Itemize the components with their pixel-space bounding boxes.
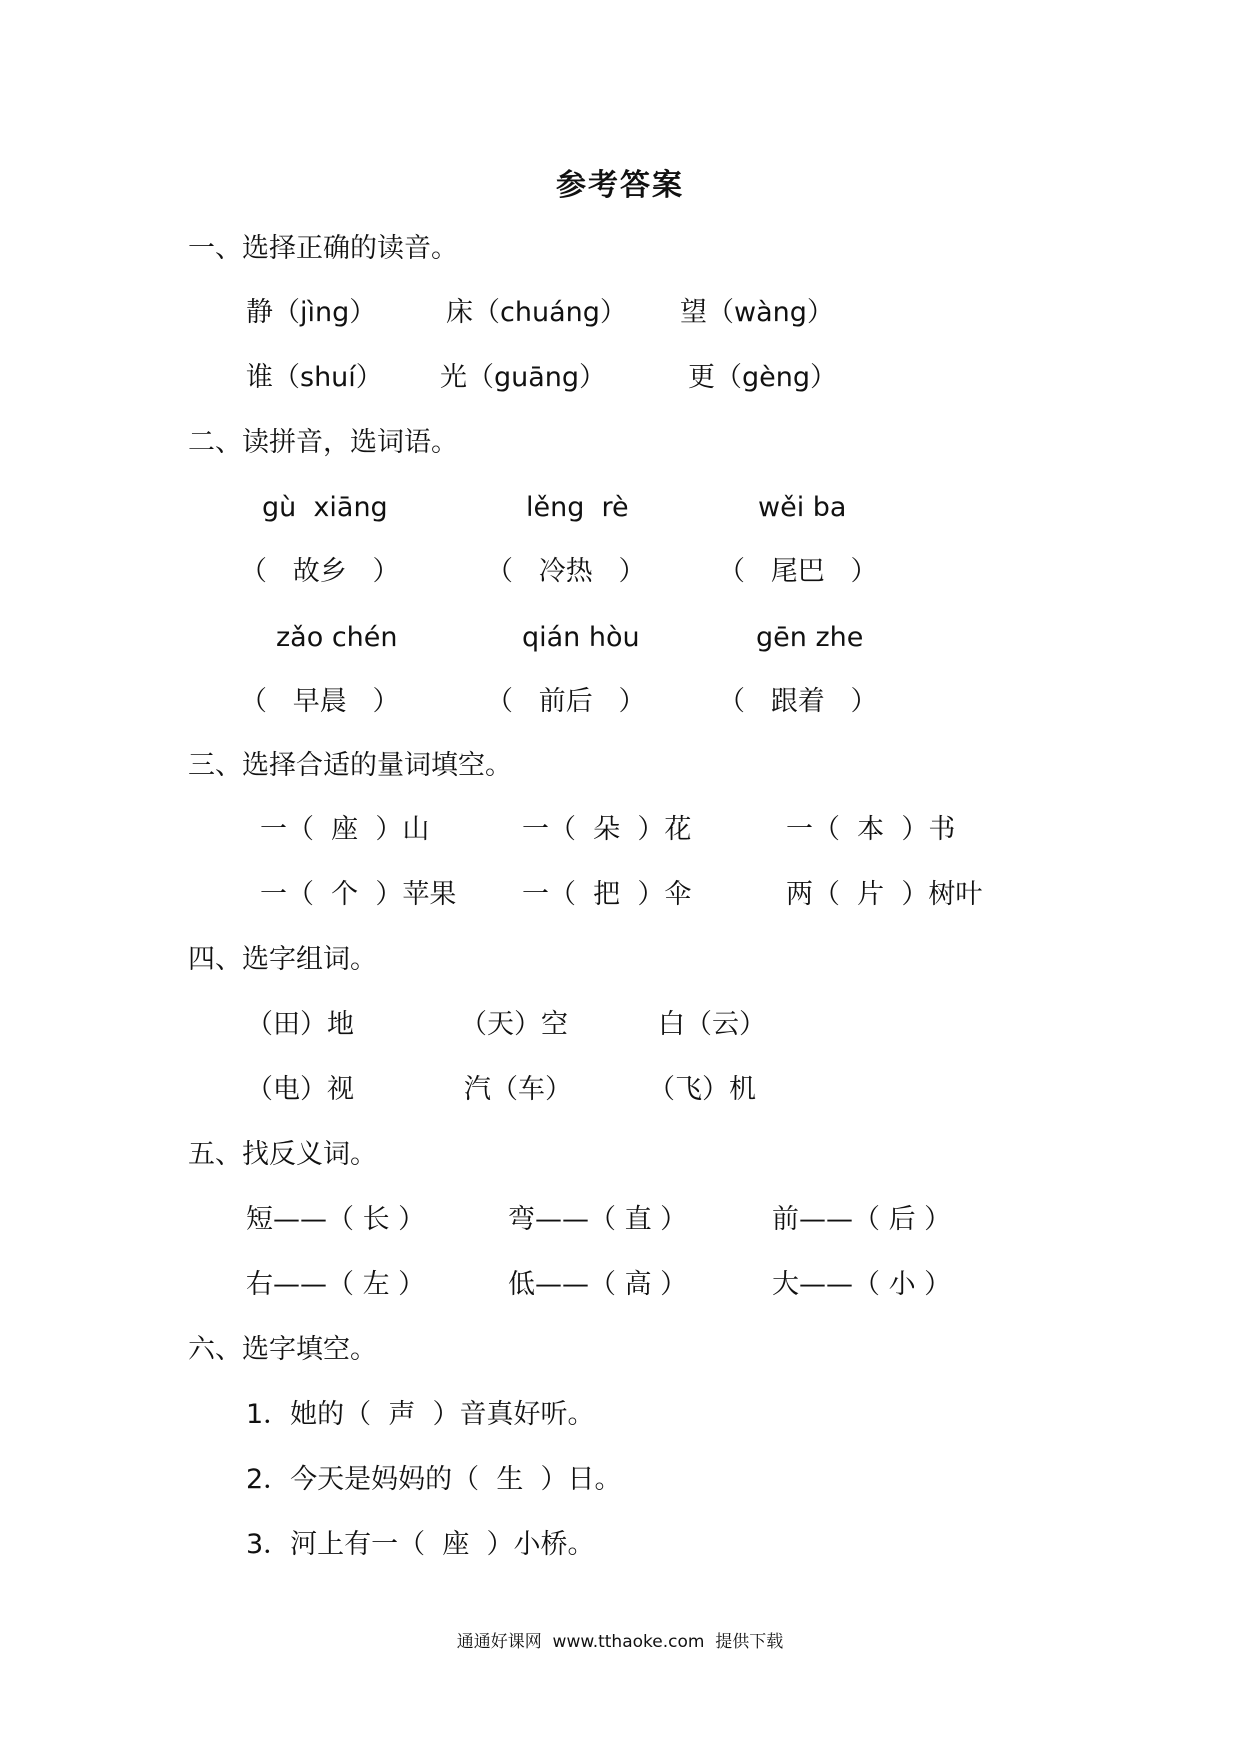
- s3-item: 一（ 把 ）伞: [522, 879, 692, 910]
- s6-item: 2．今天是妈妈的（ 生 ）日。: [246, 1464, 622, 1495]
- s4-item: 白（云）: [658, 1009, 766, 1040]
- section-1-heading: 一、选择正确的读音。: [188, 233, 458, 264]
- s2-pinyin: wěi ba: [758, 492, 847, 523]
- s1-item: 光（guāng）: [440, 362, 607, 393]
- section-4-heading: 四、选字组词。: [188, 944, 377, 975]
- s5-item: 短——（ 长 ）: [246, 1204, 426, 1235]
- section-2-heading: 二、读拼音，选词语。: [188, 427, 458, 458]
- s3-item: 一（ 朵 ）花: [522, 814, 692, 845]
- s4-item: （田）地: [246, 1009, 354, 1040]
- s2-pinyin: gēn zhe: [756, 622, 864, 653]
- s2-word: （ 早晨 ）: [240, 686, 400, 717]
- s4-item: （飞）机: [648, 1074, 756, 1105]
- s2-pinyin: qián hòu: [522, 622, 640, 653]
- s4-item: （电）视: [246, 1074, 354, 1105]
- s5-item: 低——（ 高 ）: [508, 1269, 688, 1300]
- s1-item: 静（jìng）: [246, 297, 377, 328]
- s6-item: 1．她的（ 声 ）音真好听。: [246, 1399, 595, 1430]
- s2-pinyin: lěng rè: [526, 492, 629, 523]
- s5-item: 右——（ 左 ）: [246, 1269, 426, 1300]
- s3-item: 一（ 本 ）书: [786, 814, 956, 845]
- s2-word: （ 尾巴 ）: [718, 556, 878, 587]
- s2-word: （ 故乡 ）: [240, 556, 400, 587]
- s2-word: （ 冷热 ）: [486, 556, 646, 587]
- s3-item: 两（ 片 ）树叶: [786, 879, 983, 910]
- s1-item: 望（wàng）: [680, 297, 834, 328]
- s1-item: 床（chuáng）: [446, 297, 627, 328]
- s1-item: 谁（shuí）: [246, 362, 383, 393]
- s2-word: （ 跟着 ）: [718, 686, 878, 717]
- s4-item: （天）空: [460, 1009, 568, 1040]
- page-footer: 通通好课网 www.tthaoke.com 提供下载: [456, 1632, 784, 1652]
- s5-item: 大——（ 小 ）: [772, 1269, 952, 1300]
- s4-item: 汽（车）: [464, 1074, 572, 1105]
- s5-item: 弯——（ 直 ）: [508, 1204, 688, 1235]
- section-3-heading: 三、选择合适的量词填空。: [188, 750, 512, 781]
- s3-item: 一（ 座 ）山: [260, 814, 430, 845]
- section-5-heading: 五、找反义词。: [188, 1139, 377, 1170]
- s3-item: 一（ 个 ）苹果: [260, 879, 457, 910]
- s2-pinyin: zǎo chén: [276, 622, 398, 653]
- s5-item: 前——（ 后 ）: [772, 1204, 952, 1235]
- s6-item: 3．河上有一（ 座 ）小桥。: [246, 1529, 595, 1560]
- section-6-heading: 六、选字填空。: [188, 1334, 377, 1365]
- s1-item: 更（gèng）: [688, 362, 838, 393]
- s2-word: （ 前后 ）: [486, 686, 646, 717]
- s2-pinyin: gù xiāng: [262, 492, 388, 523]
- page-title: 参考答案: [556, 168, 684, 203]
